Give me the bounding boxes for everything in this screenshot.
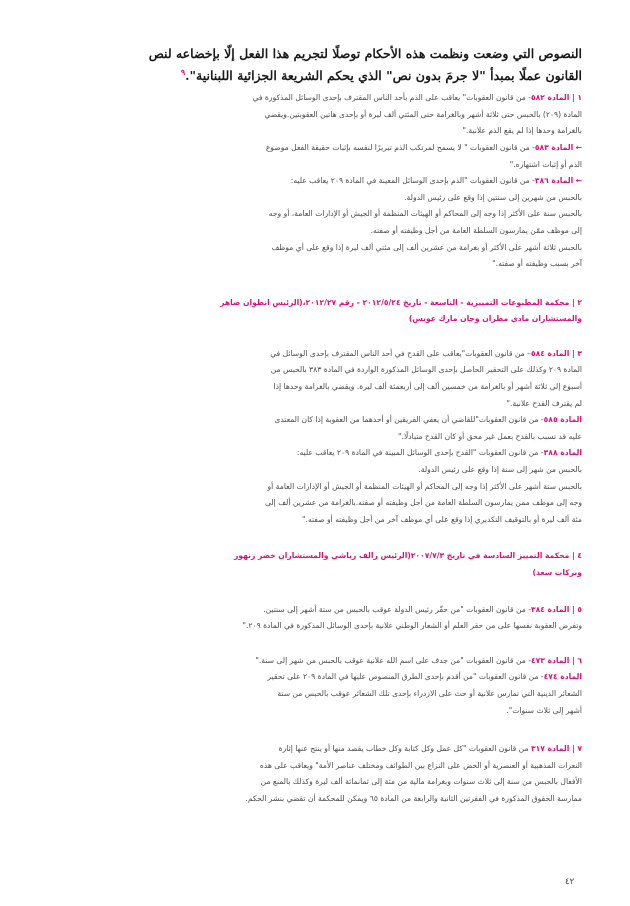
footnote-1: ١ | المادة ٥٨٢- من قانون العقوبات" يعاقب على الذم بأحد الناس المقترف بإحدى الوسائل المذكورة في المادة (٢٠٩) بالحبس حتى ثلاثة أشهر وبالغرامة حتى المئتي ألف ليرة أو بإحدى هاتين العقوبتين.ويقضي بالغرامة وحدها إذا لم يقع الذم علانية." ← المادة ٥٨٣- من قانون العقوبات " لا يسمح لمرتكب الذم تبريرًا لنفسه بإثبات حقيقة الفعل موضوع الذم أو إثبات اشتهاره." ← المادة ٣٨٦- من قانون العقوبات "الذم بإحدى الوسائل المعينة في المادة ٢٠٩ يعاقب عليه: بالحبس من شهرين إلى سنتين إذا وقع على رئيس الدولة. بالحبس سنة على الأكثر إذا وجه إلى المحاكم أو الهيئات المنظمة أو الجيش أو الإدارات العامة، أو وجه إلى موظف ممّن يمارسون السلطة العامة من أجل وظيفته أو صفته. بالحبس ثلاثة أشهر على الأكثر أو بغرامة من عشرين ألف إلى مئتي ألف ليرة إذا وقع على أي موظف آخر بسبب وظيفته أو صفته.": [252, 93, 582, 269]
article-label: المادة ٣٨٤: [530, 604, 570, 614]
article-label: المادة ٣٨٨: [543, 448, 582, 458]
footnote-3: ٣ | المادة ٥٨٤– من قانون العقوبات"يعاقب على القدح في أحد الناس المقترف بإحدى الوسائل في المادة ٢٠٩ وكذلك على التحقير الحاصل بإحدى الوسائل المذكورة الواردة في المادة ٣٨٣ بالحبس من أسبوع إلى ثلاثة أشهر أو بالغرامة من خمسين ألف إلى أربعمئة ألف ليرة. ويقضي بالغرامة وحدها إذا لم يقترف القدح علانية." المادة ٥٨٥- من قانون العقوبات"للقاضي أن يعفي الفريقين أو أحدهما من العقوبة إذا كان المعتدى عليه قد تسبب بالقدح بعمل غير محق أو كان القدح متبادلًا." المادة ٣٨٨- من قانون العقوبات "القدح بإحدى الوسائل المبينة في المادة ٢٠٩ يعاقب عليه: بالحبس من شهر إلى سنة إذا وقع على رئيس الدولة. بالحبس ستة أشهر على الأكثر إذا وجه إلى المحاكم أو الهيئات المنظمة أو الجيش أو الإدارات العامة أو وجه إلى موظف ممن يمارسون السلطة العامة من أجل وظيفته أو صفته.بالغرامة من عشرين ألف إلى مئة ألف ليرة أو بالتوقيف التكديري إذا وقع على أي موظف آخر من أجل وظيفته أو صفته.": [265, 348, 582, 524]
article-label: المادة ٣١٧: [530, 744, 570, 754]
article-label: المادة ٥٨٤: [530, 348, 570, 358]
footnote-6: ٦ | المادة ٤٧٣- من قانون العقوبات "من جدف على اسم الله علانية عوقب بالحبس من شهر إلى سنة." المادة ٤٧٤- من قانون العقوبات "من أقدم بإحدى الطرق المنصوص عليها في المادة ٢٠٩ على تحقير الشعائر الدينية التي تمارس علانية أو حث على الازدراء بإحدى تلك الشعائر عوقب بالحبس من ستة أشهر إلى ثلاث سنوات".: [255, 655, 582, 715]
page-title: النصوص التي وضعت ونظمت هذه الأحكام توصلًا لتجريم هذا الفعل إلّا بإخضاعه لنص القانون عملًا بمبدأ "لا جرمَ بدون نص" الذي يحكم الشريعة الجزائية اللبنانية".$^٩$: [148, 46, 582, 84]
footnote-ref[interactable]: ٩: [180, 67, 186, 77]
footnote-2: ٢ | محكمة المطبوعات التمييزية - التاسعة - تاريخ ٢٠١٢/٥/٢٤ - رقم ٢٠١٢/٢٧،(الرئيس انطوان ضاهر والمستشاران مادي مطران وجان مارك عويس): [220, 297, 582, 324]
article-label: المادة ٤٧٤: [543, 672, 582, 682]
article-label: المادة ٥٨٢: [530, 93, 570, 103]
arrow-icon: ←: [575, 142, 582, 152]
page-number: ٤٢: [565, 877, 575, 887]
arrow-icon: ←: [575, 176, 582, 186]
footnote-7: ٧ | المادة ٣١٧ من قانون العقوبات "كل عمل وكل كتابة وكل خطاب يقصد منها أو ينتج عنها إثارة النعرات المذهبية أو العنصرية أو الحض على النزاع بين الطوائف ومختلف عناصر الأمة" ويعاقب على هذه الأفعال بالحبس من سنة إلى ثلاث سنوات وبغرامة مالية من مئة إلى ثمانمائة ألف ليرة وكذلك بالمنع من ممارسة الحقوق المذكورة في الفقرتين الثانية والرابعة من المادة ٦٥ ويمكن للمحكمة أن تقضي بنشر الحكم.: [245, 744, 582, 803]
document-body: [48, 44, 582, 822]
article-label: المادة ٤٧٣: [530, 655, 570, 665]
article-label: المادة ٥٨٥: [543, 415, 582, 425]
article-label: المادة ٣٨٦: [534, 176, 574, 186]
article-label: المادة ٥٨٣: [534, 142, 574, 152]
footnote-4: ٤ | محكمة التمييز السادسة في تاريخ ٢٠٠٧/٧/٣(الرئيس رالف رياشي والمستشاران خضر زنهور وبركات سعد): [233, 551, 582, 577]
footnote-5: ٥ | المادة ٣٨٤- من قانون العقوبات "من حقّر رئيس الدولة عوقب بالحبس من ستة أشهر إلى سنتين. وتفرض العقوبة نفسها على من حقر العلم أو الشعار الوطني علانية بإحدى الوسائل المذكورة في المادة ٢٠٩.": [242, 604, 582, 631]
